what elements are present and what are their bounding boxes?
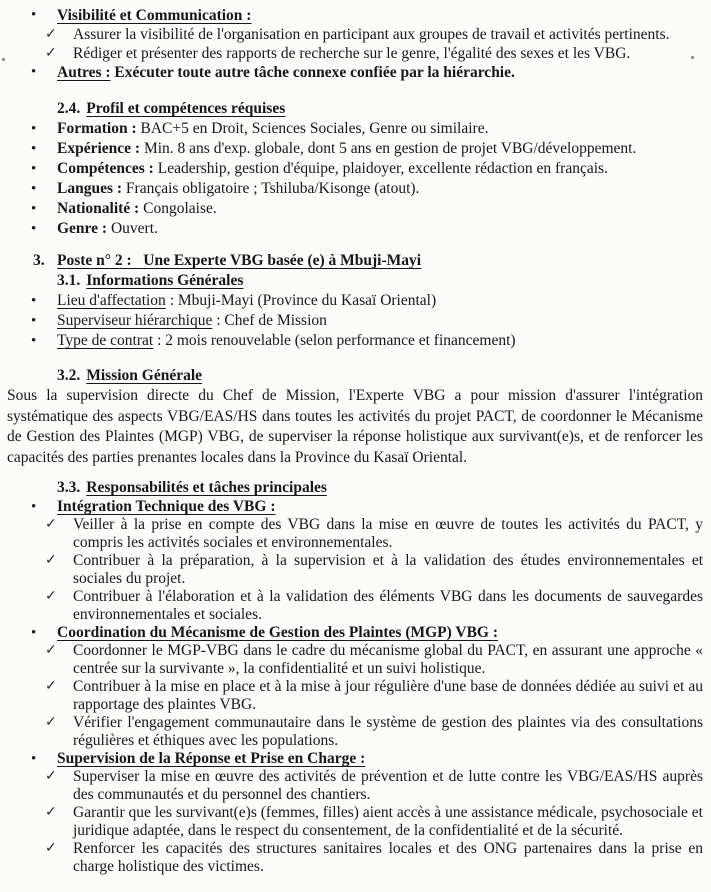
check-icon: ✓ bbox=[45, 46, 57, 61]
section-heading-mission bbox=[57, 366, 703, 386]
bullet-icon: • bbox=[31, 499, 37, 515]
check-icon: ✓ bbox=[45, 553, 57, 568]
check-item bbox=[7, 804, 703, 840]
check-text: Coordonner le MGP-VBG dans le cadre du mécanisme global du PACT, en assurant une approche « centrée sur la survivante », la confidentialité et un suivi holistique. bbox=[73, 642, 703, 677]
check-text: Contribuer à la mise en place et à la mise à jour régulière d'une base de données dédiée au suivi et au rapportage des plaintes VBG. bbox=[73, 678, 703, 713]
check-item bbox=[7, 552, 703, 588]
check-icon: ✓ bbox=[45, 715, 57, 730]
bullet-item-group bbox=[7, 750, 703, 768]
check-text: Assurer la visibilité de l'organisation en participant aux groupes de travail et activités pertinents. bbox=[73, 26, 670, 43]
check-item bbox=[7, 588, 703, 624]
info-item bbox=[7, 331, 703, 351]
profile-item bbox=[7, 219, 703, 239]
check-item bbox=[7, 642, 703, 678]
check-item bbox=[7, 714, 703, 750]
check-item bbox=[7, 25, 703, 44]
section-heading-resp bbox=[57, 478, 703, 498]
section-heading-visibilite: Visibilité et Communication : bbox=[57, 7, 252, 24]
bullet-icon: • bbox=[31, 121, 37, 137]
section-number: 3.2. bbox=[57, 367, 81, 384]
bullet-icon: • bbox=[31, 141, 37, 157]
check-item bbox=[7, 678, 703, 714]
bullet-icon: • bbox=[31, 293, 37, 309]
info-item bbox=[7, 311, 703, 331]
check-item bbox=[7, 516, 703, 552]
profile-value: Leadership, gestion d'équipe, plaidoyer, excellente rédaction en français. bbox=[153, 160, 608, 177]
bullet-item-autres bbox=[7, 63, 703, 82]
group-heading: Coordination du Mécanisme de Gestion des Plaintes (MGP) VBG : bbox=[57, 624, 499, 641]
section-number: 3.1. bbox=[57, 272, 81, 289]
check-icon: ✓ bbox=[45, 643, 57, 658]
section-title: Poste n° 2 : Une Experte VBG basée (e) à Mbuji-Mayi bbox=[57, 252, 422, 269]
section-heading-infos bbox=[57, 271, 703, 291]
profile-value: BAC+5 en Droit, Sciences Sociales, Genre ou similaire. bbox=[136, 120, 489, 137]
check-text: Garantir que les survivant(e)s (femmes, filles) aient accès à une assistance médicale, psychosociale et juridique adaptée, dans le respect du consentement, de la confidentialité et de la sécurité. bbox=[73, 804, 703, 839]
profile-label: Nationalité : bbox=[57, 200, 140, 217]
bullet-icon: • bbox=[31, 751, 37, 767]
bullet-icon: • bbox=[31, 7, 37, 23]
check-icon: ✓ bbox=[45, 841, 57, 856]
info-label: Superviseur hiérarchique bbox=[57, 312, 213, 329]
bullet-icon: • bbox=[31, 221, 37, 237]
scan-speck bbox=[2, 58, 5, 61]
profile-label: Expérience : bbox=[57, 140, 141, 157]
info-value: : 2 mois renouvelable (selon performance et financement) bbox=[153, 332, 516, 349]
check-icon: ✓ bbox=[45, 769, 57, 784]
info-value: : Chef de Mission bbox=[212, 312, 327, 329]
bullet-icon: • bbox=[31, 64, 37, 80]
scan-speck bbox=[691, 56, 694, 59]
bullet-icon: • bbox=[31, 333, 37, 349]
section-title: Responsabilités et tâches principales bbox=[86, 479, 327, 496]
info-value: : Mbuji-Mayi (Province du Kasaï Oriental) bbox=[165, 292, 437, 309]
profile-item bbox=[7, 119, 703, 139]
profile-item bbox=[7, 139, 703, 159]
bullet-icon: • bbox=[31, 161, 37, 177]
autres-label: Autres : bbox=[57, 64, 111, 81]
check-text: Superviser la mise en œuvre des activités de prévention et de lutte contre les VBG/EAS/HS auprès des communautés et du personnel des chantiers. bbox=[73, 768, 703, 803]
check-icon: ✓ bbox=[45, 27, 57, 42]
check-text: Vérifier l'engagement communautaire dans le système de gestion des plaintes via des consultations régulières et éthiques avec les populations. bbox=[73, 714, 703, 749]
check-icon: ✓ bbox=[45, 805, 57, 820]
profile-label: Formation : bbox=[57, 120, 137, 137]
info-item bbox=[7, 291, 703, 311]
info-label: Type de contrat bbox=[57, 332, 154, 349]
bullet-item-group bbox=[7, 498, 703, 516]
bullet-item-visibilite bbox=[7, 6, 703, 25]
check-text: Contribuer à la préparation, à la supervision et à la validation des études environnementales et sociales du projet. bbox=[73, 552, 703, 587]
section-title: Mission Générale bbox=[86, 367, 203, 384]
bullet-icon: • bbox=[31, 625, 37, 641]
check-icon: ✓ bbox=[45, 517, 57, 532]
section-title: Informations Générales bbox=[86, 272, 244, 289]
info-label: Lieu d'affectation bbox=[57, 292, 166, 309]
check-icon: ✓ bbox=[45, 589, 57, 604]
section-number: 3.3. bbox=[57, 479, 81, 496]
check-item bbox=[7, 768, 703, 804]
autres-text: Exécuter toute autre tâche connexe confiée par la hiérarchie. bbox=[110, 64, 515, 81]
check-item bbox=[7, 840, 703, 876]
group-heading: Supervision de la Réponse et Prise en Charge : bbox=[57, 750, 366, 767]
check-text: Rédiger et présenter des rapports de recherche sur le genre, l'égalité des sexes et les VBG. bbox=[73, 45, 631, 62]
profile-value: Min. 8 ans d'exp. globale, dont 5 ans en gestion de projet VBG/développement. bbox=[140, 140, 637, 157]
bullet-icon: • bbox=[31, 201, 37, 217]
section-number: 3. bbox=[33, 252, 45, 269]
section-heading-profil bbox=[57, 99, 703, 119]
check-text: Contribuer à l'élaboration et à la validation des éléments VBG dans les documents de sauvegardes environnementales et sociales. bbox=[73, 588, 703, 623]
profile-item bbox=[7, 159, 703, 179]
check-text: Renforcer les capacités des structures sanitaires locales et des ONG partenaires dans la prise en charge holistique des victimes. bbox=[73, 840, 703, 875]
section-heading-poste2 bbox=[33, 251, 703, 271]
bullet-item-group bbox=[7, 624, 703, 642]
profile-value: Congolaise. bbox=[139, 200, 217, 217]
bullet-icon: • bbox=[31, 181, 37, 197]
profile-label: Genre : bbox=[57, 220, 108, 237]
mission-paragraph: Sous la supervision directe du Chef de Mission, l'Experte VBG a pour mission d'assurer l'intégration systématique des aspects VBG/EAS/HS dans toutes les activités du projet PACT, de coordonner le Mécanisme de Gestion des Plaintes (MGP) VBG, de superviser la réponse holistique aux survivant(e)s, et de renforcer les capacités des parties prenantes locales dans la Province du Kasaï Oriental. bbox=[7, 387, 703, 466]
section-number: 2.4. bbox=[57, 100, 81, 117]
bullet-icon: • bbox=[31, 313, 37, 329]
profile-label: Langues : bbox=[57, 180, 123, 197]
profile-label: Compétences : bbox=[57, 160, 154, 177]
check-item bbox=[7, 44, 703, 63]
section-title: Profil et compétences réquises bbox=[86, 100, 286, 117]
check-text: Veiller à la prise en compte des VBG dans la mise en œuvre de toutes les activités du PACT, y compris les activités sociales et environnementales. bbox=[73, 516, 703, 551]
profile-value: Français obligatoire ; Tshiluba/Kisonge (atout). bbox=[122, 180, 420, 197]
profile-item bbox=[7, 199, 703, 219]
profile-value: Ouvert. bbox=[107, 220, 158, 237]
check-icon: ✓ bbox=[45, 679, 57, 694]
profile-item bbox=[7, 179, 703, 199]
group-heading: Intégration Technique des VBG : bbox=[57, 498, 276, 515]
